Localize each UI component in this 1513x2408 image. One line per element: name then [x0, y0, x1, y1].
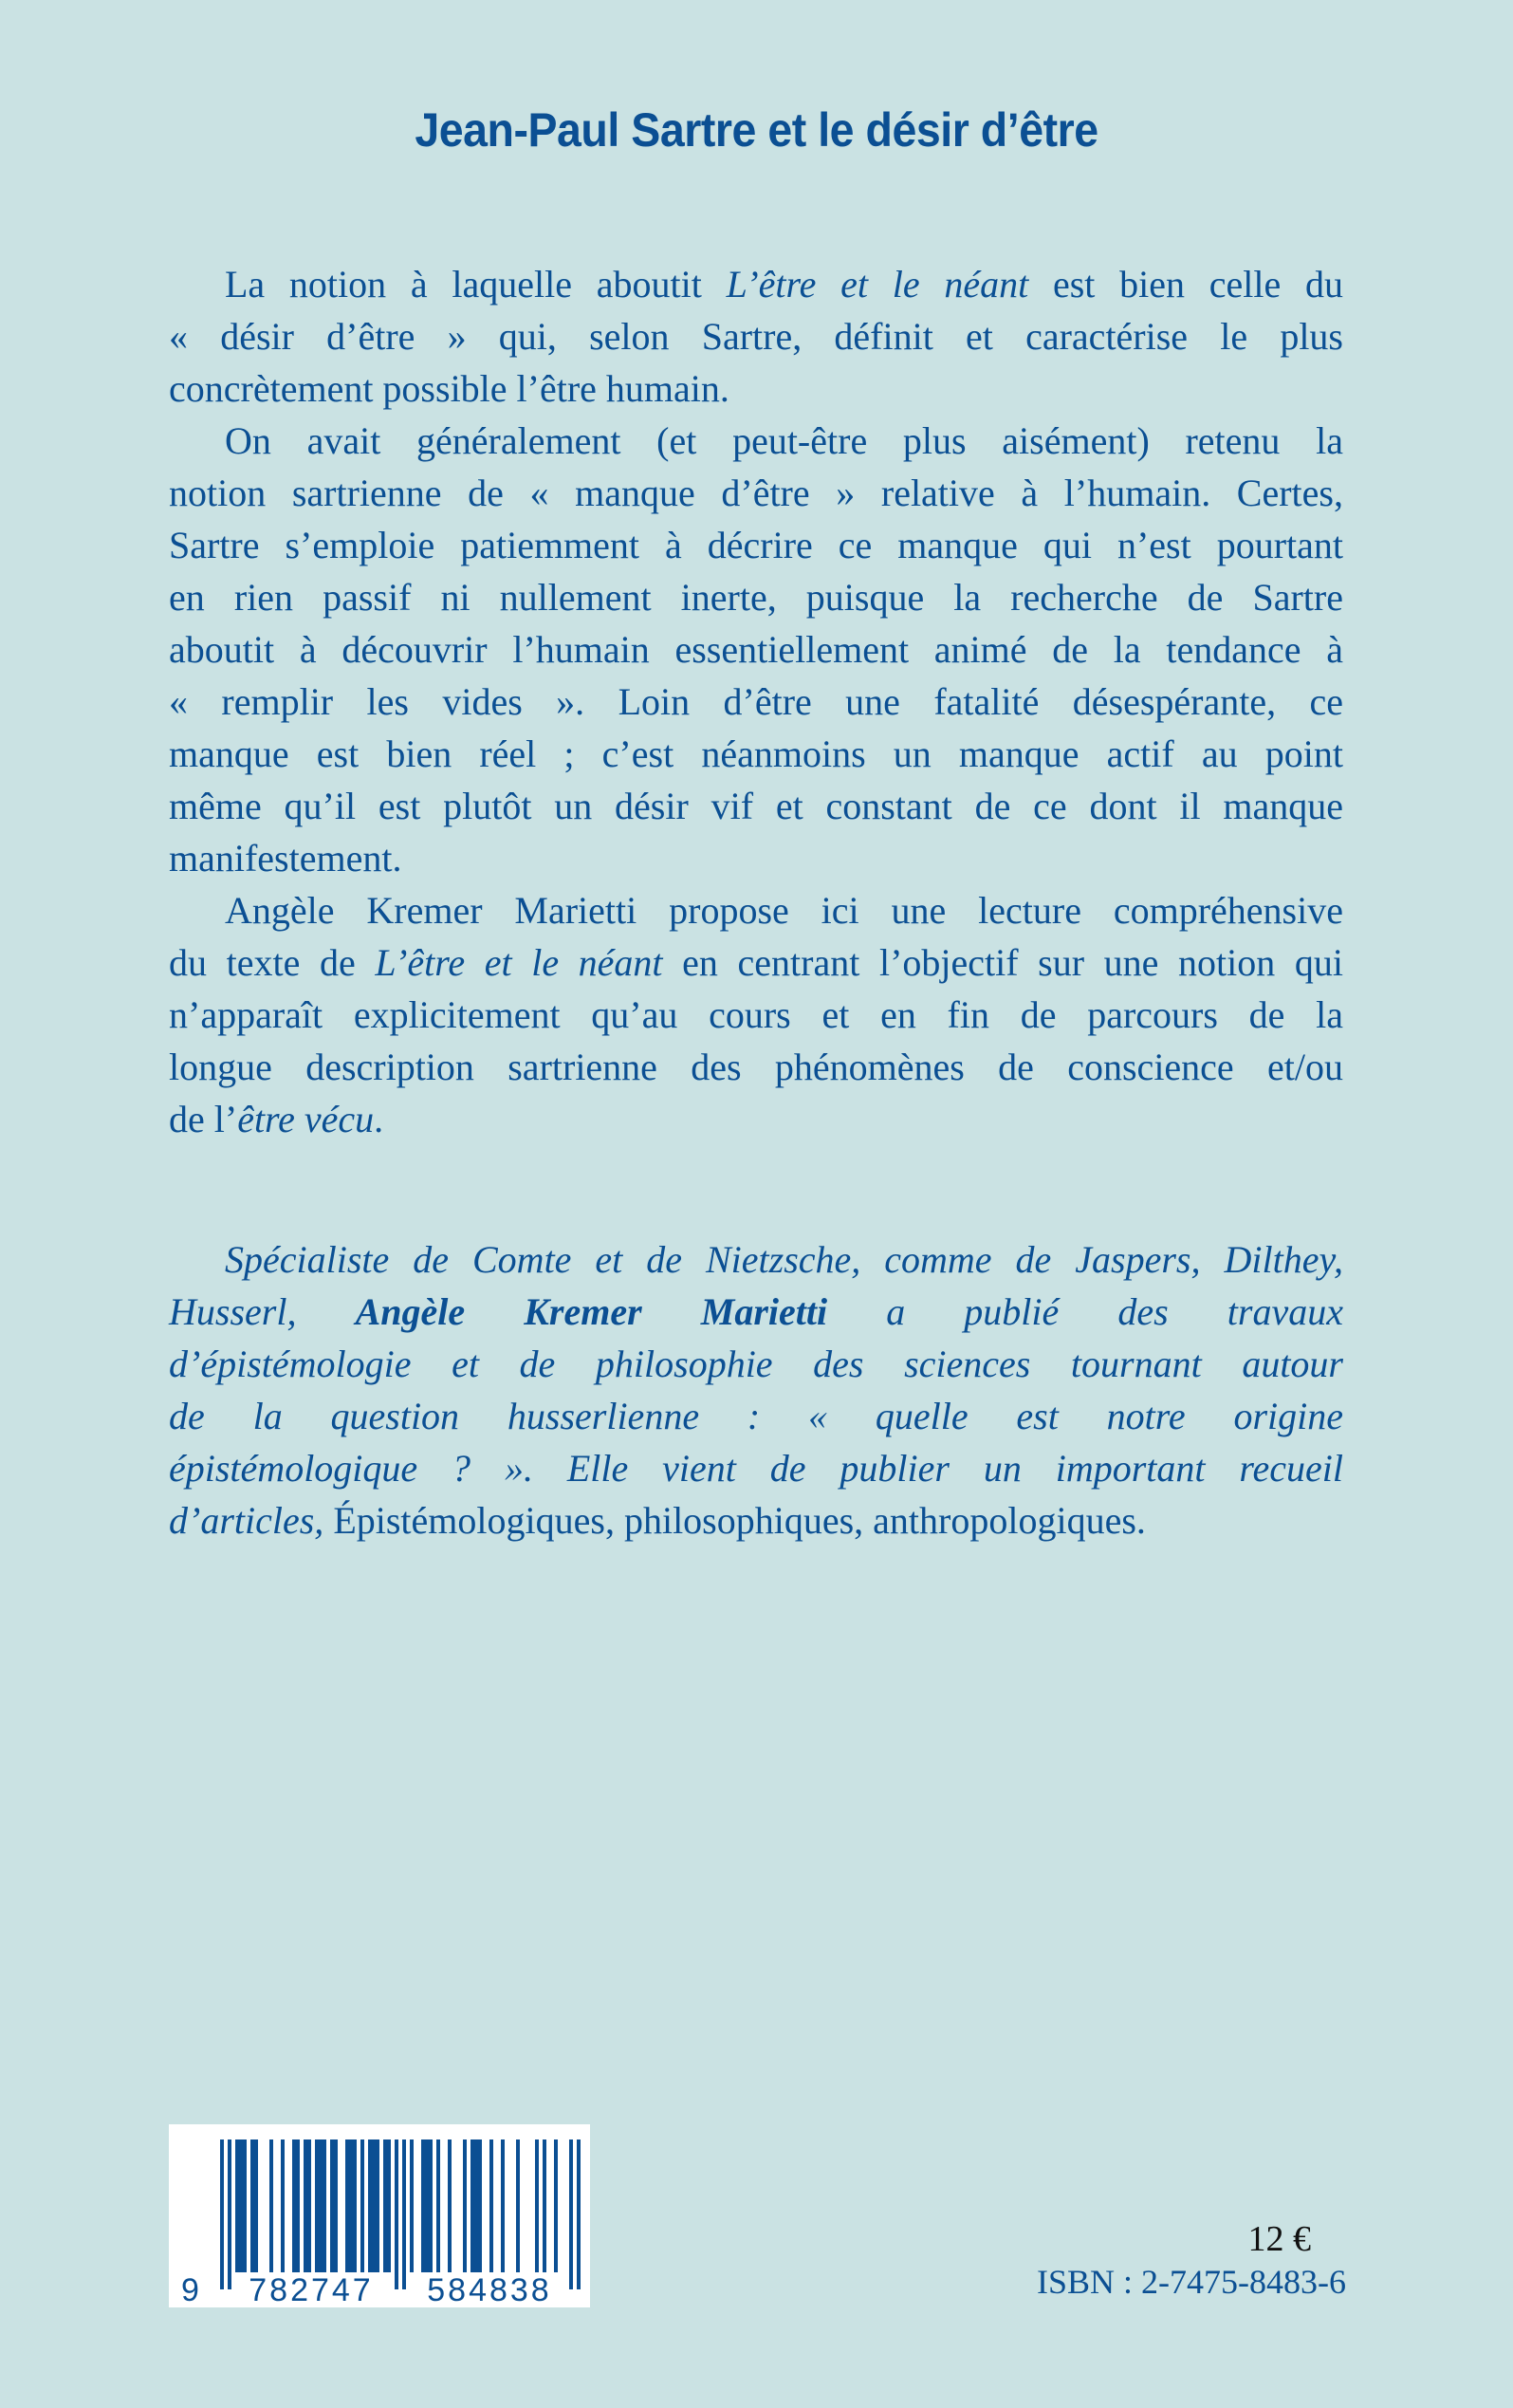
barcode	[169, 2124, 590, 2307]
text-segment: de l’	[169, 1098, 238, 1140]
text-segment: Épistémologiques, philosophiques, anthropologiques.	[333, 1499, 1146, 1542]
text-line	[169, 519, 1343, 571]
text-segment: La notion à laquelle aboutit	[225, 263, 727, 306]
text-line	[169, 676, 1343, 728]
text-line	[169, 1442, 1343, 1494]
text-line	[169, 362, 1343, 415]
text-line	[169, 884, 1343, 936]
text-segment: manifestement.	[169, 837, 402, 880]
text-line	[169, 1286, 1343, 1338]
text-segment: en centrant l’objectif sur une notion qui	[662, 941, 1343, 984]
text-segment: Angèle Kremer Marietti propose ici une lecture compréhensive	[225, 889, 1343, 932]
author-bio	[169, 1233, 1343, 1547]
book-title: Jean-Paul Sartre et le désir d’être	[415, 103, 1098, 157]
text-line	[169, 989, 1343, 1041]
paragraph	[169, 258, 1343, 415]
text-line	[169, 1494, 1343, 1547]
barcode-right-digits: 584838	[427, 2272, 552, 2307]
text-line	[169, 936, 1343, 989]
text-segment: Husserl,	[169, 1290, 356, 1333]
text-segment: épistémologique ? ». Elle vient de publier un important recueil	[169, 1447, 1343, 1490]
text-segment: « désir d’être » qui, selon Sartre, définit et caractérise le plus	[169, 315, 1343, 358]
italic-text: être vécu	[237, 1098, 375, 1140]
text-line	[169, 310, 1343, 362]
text-segment: d’épistémologie et de philosophie des sciences tournant autour	[169, 1343, 1343, 1385]
text-line	[169, 258, 1343, 310]
text-segment: n’apparaît explicitement qu’au cours et en fin de parcours de la	[169, 993, 1343, 1036]
price: 12 €	[1247, 2219, 1311, 2259]
barcode-first-digit: 9	[181, 2272, 202, 2307]
barcode-left-digits: 782747	[249, 2272, 374, 2307]
text-line	[169, 467, 1343, 519]
text-line	[169, 1093, 1343, 1145]
text-segment: est bien celle du	[1028, 263, 1343, 306]
text-segment: a publié des travaux	[827, 1290, 1343, 1333]
text-segment: en rien passif ni nullement inerte, puisque la recherche de Sartre	[169, 576, 1343, 619]
text-line	[169, 780, 1343, 832]
text-line	[169, 728, 1343, 780]
isbn: ISBN : 2-7475-8483-6	[1037, 2263, 1346, 2301]
text-segment: Spécialiste de Comte et de Nietzsche, comme de Jaspers, Dilthey,	[225, 1238, 1343, 1281]
text-segment: d’articles,	[169, 1499, 334, 1542]
text-segment: « remplir les vides ». Loin d’être une fatalité désespérante, ce	[169, 680, 1343, 723]
italic-text: L’être et le néant	[375, 941, 663, 984]
text-line	[169, 571, 1343, 623]
text-line	[169, 1041, 1343, 1093]
text-segment: de la question husserlienne : « quelle est notre origine	[169, 1395, 1343, 1437]
text-line	[169, 623, 1343, 676]
text-segment: On avait généralement (et peut-être plus aisément) retenu la	[225, 419, 1343, 462]
text-line	[169, 415, 1343, 467]
barcode-icon	[169, 2124, 590, 2307]
paragraph	[169, 415, 1343, 884]
italic-text: L’être et le néant	[726, 263, 1029, 306]
text-segment: manque est bien réel ; c’est néanmoins un manque actif au point	[169, 732, 1343, 775]
text-line	[169, 1233, 1343, 1286]
text-line	[169, 1338, 1343, 1390]
paragraph	[169, 884, 1343, 1145]
text-segment: du texte de	[169, 941, 376, 984]
text-segment: notion sartrienne de « manque d’être » relative à l’humain. Certes,	[169, 472, 1343, 514]
text-segment: aboutit à découvrir l’humain essentiellement animé de la tendance à	[169, 628, 1343, 671]
author-name: Angèle Kremer Marietti	[355, 1290, 828, 1333]
blurb-body	[169, 258, 1343, 1145]
text-segment: Sartre s’emploie patiemment à décrire ce manque qui n’est pourtant	[169, 524, 1343, 566]
text-segment: même qu’il est plutôt un désir vif et constant de ce dont il manque	[169, 785, 1343, 827]
text-segment: concrètement possible l’être humain.	[169, 367, 729, 410]
text-segment: .	[374, 1098, 384, 1140]
text-segment: longue description sartrienne des phénomènes de conscience et/ou	[169, 1046, 1343, 1088]
text-line	[169, 1390, 1343, 1442]
text-line	[169, 832, 1343, 884]
